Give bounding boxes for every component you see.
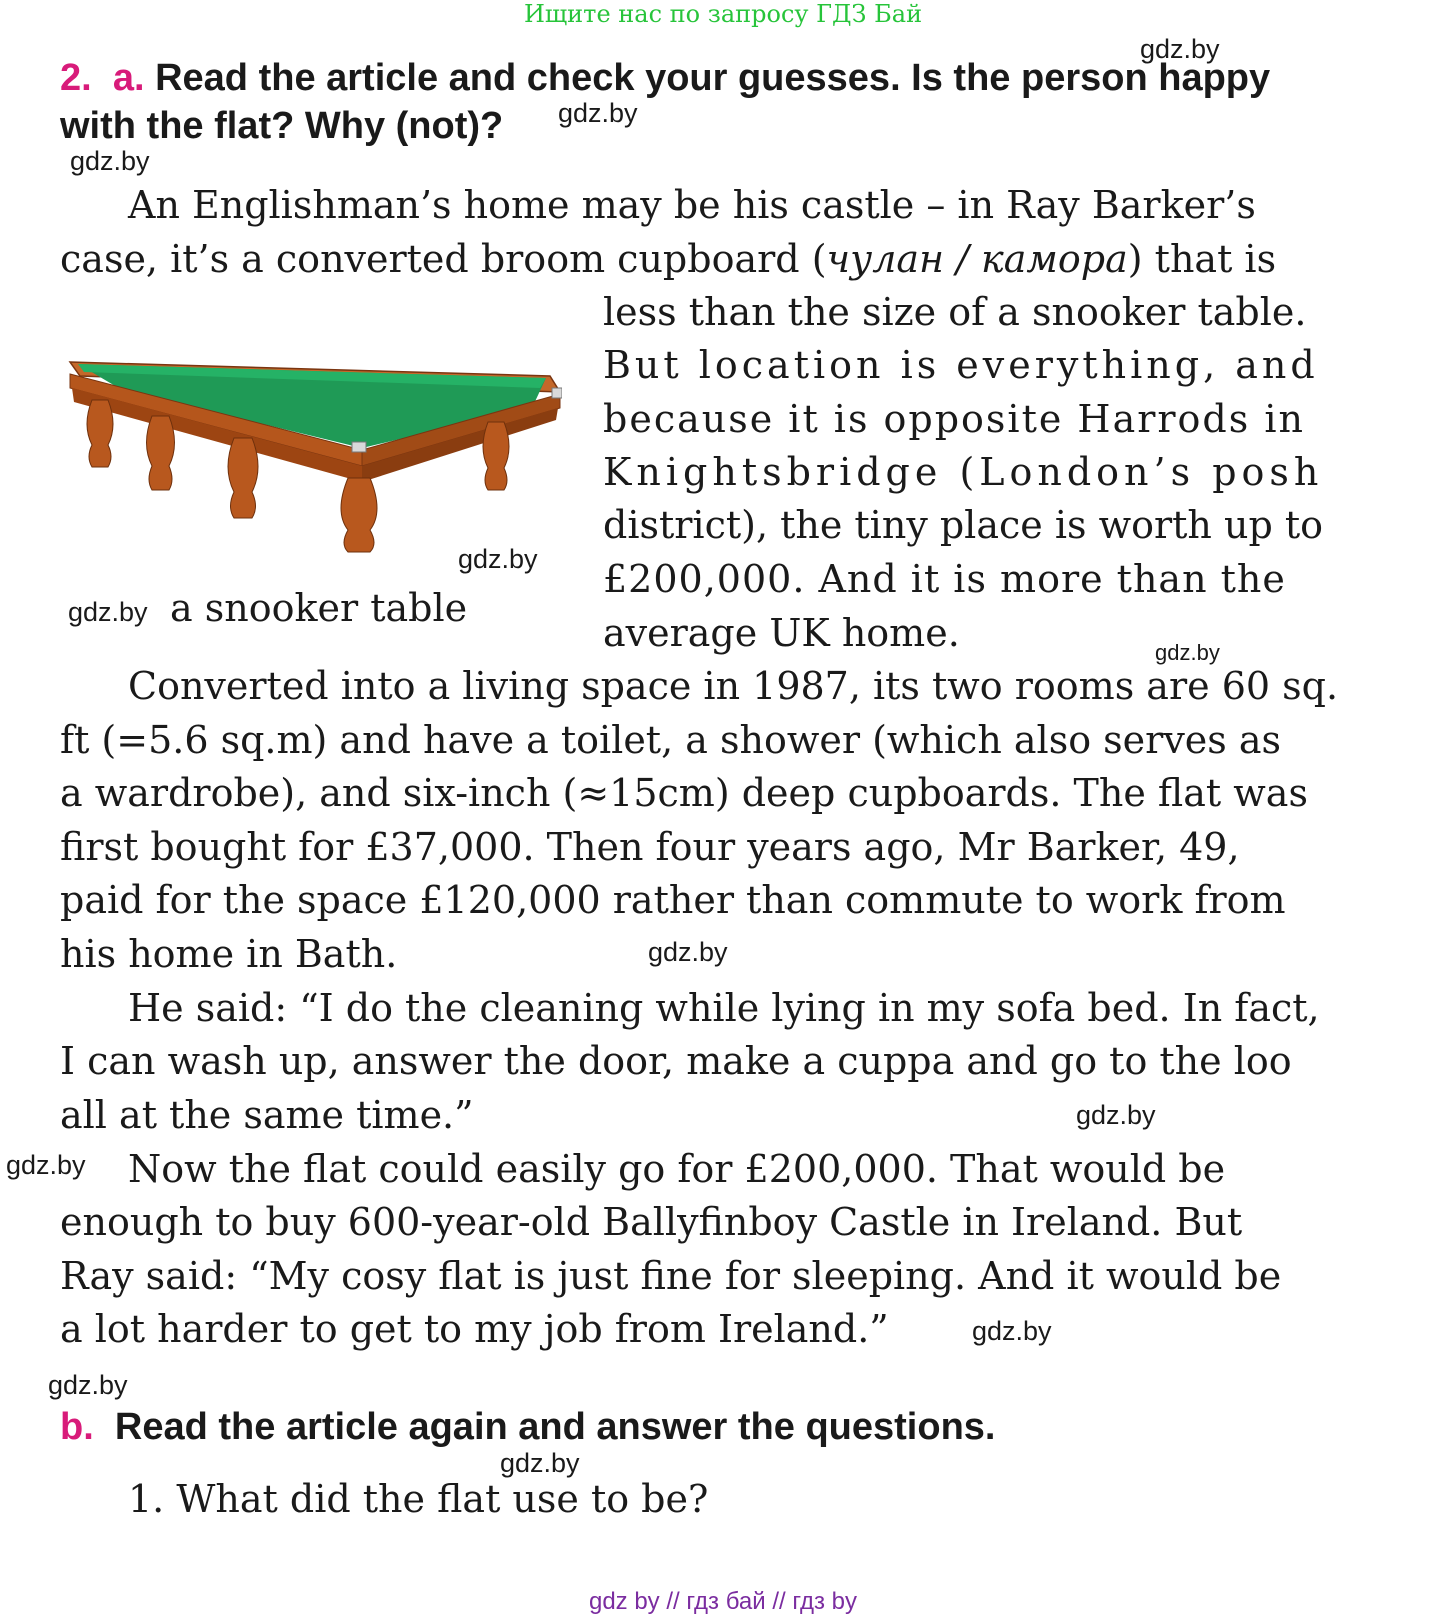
- part-b-letter: b.: [60, 1406, 94, 1448]
- article-line-17: I can wash up, answer the door, make a cuppa and go to the loo: [60, 1039, 1292, 1083]
- article-line-5: because it is opposite Harrods in: [603, 397, 1305, 441]
- article-line-19: Now the flat could easily go for £200,000. That would be: [128, 1147, 1226, 1191]
- article-text: An Englishman’s home may be his castle – in Ray Barker’s: [128, 183, 1256, 227]
- watermark: gdz.by: [500, 1448, 580, 1478]
- watermark: gdz.by: [1155, 640, 1220, 665]
- article-line-14: paid for the space £120,000 rather than commute to work from: [60, 878, 1286, 922]
- article-line-9: average UK home.: [603, 611, 960, 655]
- russian-translation: чулан / камора: [826, 237, 1128, 281]
- article-line-7: district), the tiny place is worth up to: [603, 503, 1323, 547]
- watermark: gdz.by: [648, 937, 728, 967]
- task-a-title-line-2: with the flat? Why (not)?: [60, 105, 504, 147]
- article-line-10: Converted into a living space in 1987, its two rooms are 60 sq.: [128, 664, 1339, 708]
- article-line-18: all at the same time.”: [60, 1093, 474, 1137]
- watermark: gdz.by: [48, 1370, 128, 1400]
- task-a-title-line-1: [60, 57, 1270, 100]
- article-line-22: a lot harder to get to my job from Ireland.”: [60, 1307, 889, 1351]
- watermark: gdz.by: [6, 1150, 86, 1180]
- task-b-title: [60, 1406, 995, 1449]
- watermark: gdz.by: [558, 98, 638, 128]
- watermark: gdz.by: [70, 146, 150, 176]
- watermark: gdz.by: [972, 1316, 1052, 1346]
- snooker-table-image: [62, 350, 562, 565]
- article-line-4: But location is everything, and: [603, 343, 1319, 387]
- article-line-15: his home in Bath.: [60, 932, 398, 976]
- article-text: case, it’s a converted broom cupboard (: [60, 237, 827, 281]
- article-line-1: [128, 183, 1350, 227]
- article-line-21: Ray said: “My cosy flat is just fine for sleeping. And it would be: [60, 1254, 1282, 1298]
- task-b-title-text: Read the article again and answer the questions.: [114, 1406, 996, 1448]
- article-line-20: enough to buy 600-year-old Ballyfinboy Castle in Ireland. But: [60, 1200, 1243, 1244]
- article-line-11: ft (=5.6 sq.m) and have a toilet, a shower (which also serves as: [60, 718, 1282, 762]
- article-line-16: He said: “I do the cleaning while lying in my sofa bed. In fact,: [128, 986, 1320, 1030]
- footer-links: gdz by // гдз бай // гдз by: [588, 1588, 858, 1615]
- watermark: gdz.by: [1076, 1100, 1156, 1130]
- part-a-letter: a.: [112, 57, 145, 99]
- image-caption: a snooker table: [170, 586, 468, 630]
- task-a-title-text: Read the article and check your guesses. Is the person happy: [155, 57, 1271, 99]
- article-text: ) that is: [1127, 237, 1277, 281]
- article-line-13: first bought for £37,000. Then four years ago, Mr Barker, 49,: [60, 825, 1240, 869]
- watermark: gdz.by: [458, 544, 538, 574]
- question-1: 1. What did the flat use to be?: [128, 1477, 709, 1521]
- exercise-number: 2.: [60, 57, 92, 99]
- watermark: gdz.by: [1140, 34, 1220, 64]
- article-line-12: a wardrobe), and six-inch (≈15cm) deep cupboards. The flat was: [60, 771, 1308, 815]
- article-line-8: £200,000. And it is more than the: [603, 557, 1286, 601]
- watermark: gdz.by: [68, 597, 148, 627]
- article-line-6: Knightsbridge (London’s posh: [603, 450, 1324, 494]
- header-search-hint: Ищите нас по запросу ГДЗ Бай: [523, 0, 923, 28]
- article-line-2: [60, 237, 1350, 281]
- article-line-3: less than the size of a snooker table.: [603, 290, 1307, 334]
